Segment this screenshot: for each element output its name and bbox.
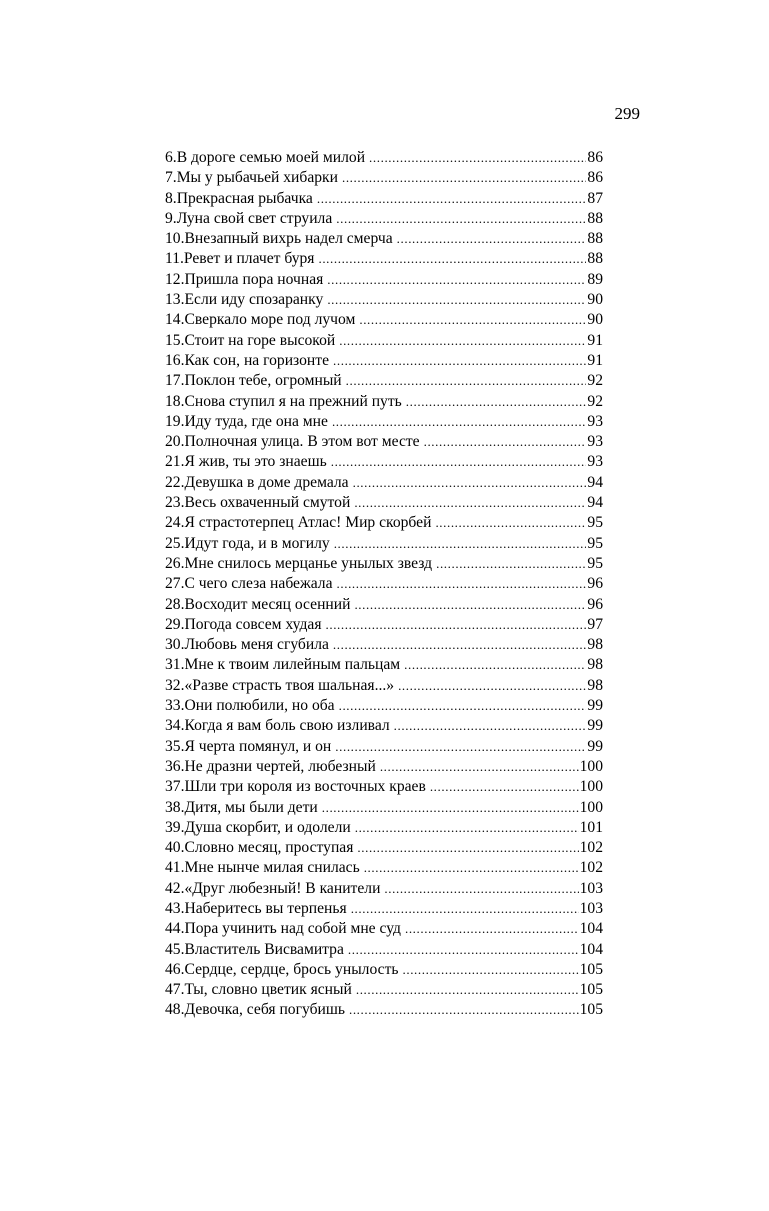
toc-entry-page: 95	[587, 514, 603, 532]
toc-dot-leader	[327, 270, 586, 290]
toc-dot-leader	[322, 798, 579, 818]
toc-dot-leader	[335, 737, 586, 757]
toc-entry-title: 27.С чего слеза набежала	[165, 575, 333, 593]
toc-entry-title: 32.«Разве страсть твоя шальная...»	[165, 676, 395, 694]
toc-entry	[165, 331, 603, 351]
toc-entry-page: 98	[587, 636, 603, 654]
toc-entry-page: 94	[587, 473, 603, 491]
toc-entry	[165, 838, 603, 858]
toc-entry	[165, 290, 603, 310]
toc-entry	[165, 737, 603, 757]
toc-entry-title: 33.Они полюбили, но оба	[165, 697, 335, 715]
toc-entry	[165, 1000, 603, 1020]
toc-dot-leader	[326, 615, 587, 635]
toc-entry-page: 86	[587, 169, 603, 187]
toc-entry-title: 21.Я жив, ты это знаешь	[165, 453, 327, 471]
toc-entry-title: 20.Полночная улица. В этом вот месте	[165, 433, 420, 451]
toc-entry	[165, 635, 603, 655]
toc-entry-title: 14.Сверкало море под лучом	[165, 311, 356, 329]
toc-entry-page: 97	[587, 615, 603, 633]
toc-entry-title: 43.Наберитесь вы терпенья	[165, 899, 347, 917]
toc-entry-page: 100	[579, 798, 603, 816]
toc-entry-title: 38.Дитя, мы были дети	[165, 798, 318, 816]
toc-entry-title: 22.Девушка в доме дремала	[165, 473, 349, 491]
toc-dot-leader	[369, 148, 586, 168]
toc-entry-title: 17.Поклон тебе, огромный	[165, 372, 342, 390]
toc-entry	[165, 148, 603, 168]
toc-entry-title: 9.Луна свой свет струила	[165, 209, 333, 227]
toc-entry	[165, 513, 603, 533]
toc-entry-title: 15.Стоит на горе высокой	[165, 331, 336, 349]
toc-entry-title: 28.Восходит месяц осенний	[165, 595, 351, 613]
toc-dot-leader	[406, 392, 587, 412]
toc-entry-title: 48.Девочка, себя погубишь	[165, 1001, 345, 1019]
toc-entry-page: 90	[587, 311, 603, 329]
toc-entry-page: 103	[579, 899, 603, 917]
toc-entry	[165, 452, 603, 472]
toc-dot-leader	[435, 513, 586, 533]
toc-dot-leader	[354, 493, 586, 513]
toc-dot-leader	[356, 980, 579, 1000]
toc-entry	[165, 168, 603, 188]
toc-dot-leader	[405, 919, 579, 939]
toc-entry-title: 42.«Друг любезный! В канители	[165, 879, 381, 897]
toc-entry	[165, 798, 603, 818]
toc-dot-leader	[336, 209, 586, 229]
toc-entry	[165, 757, 603, 777]
toc-dot-leader	[317, 189, 587, 209]
toc-entry-page: 102	[579, 859, 603, 877]
toc-dot-leader	[342, 168, 586, 188]
toc-entry-title: 11.Ревет и плачет буря	[165, 250, 315, 268]
toc-entry	[165, 493, 603, 513]
toc-entry-title: 26.Мне снилось мерцанье унылых звезд	[165, 554, 433, 572]
toc-entry-page: 93	[587, 433, 603, 451]
toc-dot-leader	[404, 655, 586, 675]
toc-entry-page: 88	[587, 250, 603, 268]
toc-dot-leader	[424, 432, 587, 452]
toc-entry-page: 96	[587, 575, 603, 593]
toc-entry-title: 35.Я черта помянул, и он	[165, 737, 332, 755]
toc-entry-page: 99	[587, 737, 603, 755]
toc-entry-title: 24.Я страстотерпец Атлас! Мир скорбей	[165, 514, 432, 532]
toc-entry-title: 47.Ты, словно цветик ясный	[165, 981, 352, 999]
toc-entry	[165, 310, 603, 330]
toc-entry-title: 6.В дороге семью моей милой	[165, 149, 366, 166]
toc-entry-title: 18.Снова ступил я на прежний путь	[165, 392, 402, 410]
toc-entry-page: 93	[587, 412, 603, 430]
toc-entry-page: 103	[579, 879, 603, 897]
toc-entry-title: 31.Мне к твоим лилейным пальцам	[165, 656, 401, 674]
toc-entry-title: 37.Шли три короля из восточных краев	[165, 778, 426, 796]
toc-entry-title: 34.Когда я вам боль свою изливал	[165, 717, 390, 735]
toc-entry-title: 40.Словно месяц, проступая	[165, 839, 354, 857]
toc-dot-leader	[397, 229, 587, 249]
toc-entry	[165, 432, 603, 452]
toc-entry-page: 90	[587, 291, 603, 309]
toc-dot-leader	[436, 554, 586, 574]
toc-dot-leader	[318, 249, 586, 269]
toc-entry	[165, 371, 603, 391]
toc-entry	[165, 554, 603, 574]
toc-entry	[165, 696, 603, 716]
toc-entry	[165, 899, 603, 919]
toc-entry-title: 10.Внезапный вихрь надел смерча	[165, 230, 393, 248]
page-number: 299	[614, 104, 640, 123]
toc-dot-leader	[380, 757, 579, 777]
toc-dot-leader	[354, 595, 586, 615]
toc-entry	[165, 351, 603, 371]
table-of-contents	[165, 148, 603, 1021]
toc-entry-page: 98	[587, 656, 603, 674]
toc-dot-leader	[349, 1000, 579, 1020]
toc-dot-leader	[403, 960, 579, 980]
toc-entry-title: 8.Прекрасная рыбачка	[165, 189, 313, 207]
toc-entry-page: 91	[587, 351, 603, 369]
toc-dot-leader	[327, 290, 586, 310]
toc-entry	[165, 189, 603, 209]
toc-entry	[165, 534, 603, 554]
toc-entry-page: 105	[579, 981, 603, 999]
toc-entry-page: 88	[587, 230, 603, 248]
toc-dot-leader	[333, 635, 586, 655]
toc-entry	[165, 858, 603, 878]
toc-entry-page: 101	[579, 818, 603, 836]
toc-dot-leader	[348, 940, 579, 960]
toc-dot-leader	[331, 452, 587, 472]
toc-entry	[165, 595, 603, 615]
toc-entry-title: 46.Сердце, сердце, брось унылость	[165, 960, 399, 978]
toc-entry	[165, 270, 603, 290]
toc-entry-page: 100	[579, 778, 603, 796]
toc-entry-page: 98	[587, 676, 603, 694]
toc-entry	[165, 980, 603, 1000]
toc-dot-leader	[394, 716, 587, 736]
toc-entry-page: 104	[579, 920, 603, 938]
toc-dot-leader	[353, 473, 587, 493]
toc-entry-title: 16.Как сон, на горизонте	[165, 351, 330, 369]
toc-entry	[165, 249, 603, 269]
toc-dot-leader	[351, 899, 579, 919]
toc-entry	[165, 615, 603, 635]
toc-entry-page: 92	[587, 392, 603, 410]
toc-entry	[165, 574, 603, 594]
toc-entry-page: 95	[587, 534, 603, 552]
toc-entry-title: 30.Любовь меня сгубила	[165, 636, 329, 654]
toc-entry-title: 39.Душа скорбит, и одолели	[165, 818, 351, 836]
toc-entry-page: 92	[587, 372, 603, 390]
toc-entry-title: 12.Пришла пора ночная	[165, 270, 324, 288]
toc-entry-page: 87	[587, 189, 603, 207]
toc-entry	[165, 960, 603, 980]
toc-dot-leader	[346, 371, 587, 391]
toc-entry	[165, 412, 603, 432]
toc-dot-leader	[384, 879, 578, 899]
toc-entry-page: 99	[587, 717, 603, 735]
toc-entry	[165, 209, 603, 229]
toc-entry-title: 7.Мы у рыбачьей хибарки	[165, 169, 338, 187]
toc-entry-title: 25.Идут года, и в могилу	[165, 534, 330, 552]
toc-dot-leader	[355, 818, 579, 838]
toc-entry	[165, 676, 603, 696]
toc-entry-title: 41.Мне нынче милая снилась	[165, 859, 360, 877]
toc-entry	[165, 879, 603, 899]
toc-dot-leader	[333, 351, 586, 371]
toc-entry	[165, 919, 603, 939]
toc-entry-page: 95	[587, 554, 603, 572]
toc-dot-leader	[359, 310, 586, 330]
toc-entry	[165, 777, 603, 797]
toc-entry-page: 94	[587, 494, 603, 512]
toc-entry-page: 88	[587, 209, 603, 227]
toc-entry	[165, 392, 603, 412]
toc-entry-title: 36.Не дразни чертей, любезный	[165, 757, 376, 775]
toc-dot-leader	[364, 858, 579, 878]
toc-entry-page: 100	[579, 757, 603, 775]
toc-dot-leader	[357, 838, 578, 858]
toc-dot-leader	[398, 676, 586, 696]
toc-entry	[165, 229, 603, 249]
toc-entry	[165, 716, 603, 736]
toc-dot-leader	[337, 574, 587, 594]
toc-entry-page: 89	[587, 270, 603, 288]
toc-entry-page: 96	[587, 595, 603, 613]
toc-entry-title: 29.Погода совсем худая	[165, 615, 322, 633]
toc-entry-page: 102	[579, 839, 603, 857]
toc-dot-leader	[332, 412, 586, 432]
toc-dot-leader	[430, 777, 579, 797]
toc-entry	[165, 473, 603, 493]
toc-entry-page: 86	[587, 149, 603, 166]
toc-entry	[165, 940, 603, 960]
toc-dot-leader	[339, 696, 587, 716]
toc-entry-title: 13.Если иду спозаранку	[165, 291, 324, 309]
toc-entry-page: 104	[579, 940, 603, 958]
toc-dot-leader	[339, 331, 586, 351]
toc-entry-title: 19.Иду туда, где она мне	[165, 412, 328, 430]
toc-entry	[165, 818, 603, 838]
toc-entry	[165, 655, 603, 675]
toc-entry-page: 99	[587, 697, 603, 715]
toc-dot-leader	[334, 534, 587, 554]
toc-entry-title: 44.Пора учинить над собой мне суд	[165, 920, 401, 938]
toc-entry-title: 45.Властитель Висвамитра	[165, 940, 344, 958]
toc-entry-page: 105	[579, 960, 603, 978]
toc-entry-title: 23.Весь охваченный смутой	[165, 494, 351, 512]
toc-entry-page: 93	[587, 453, 603, 471]
toc-entry-page: 105	[579, 1001, 603, 1019]
toc-entry-page: 91	[587, 331, 603, 349]
